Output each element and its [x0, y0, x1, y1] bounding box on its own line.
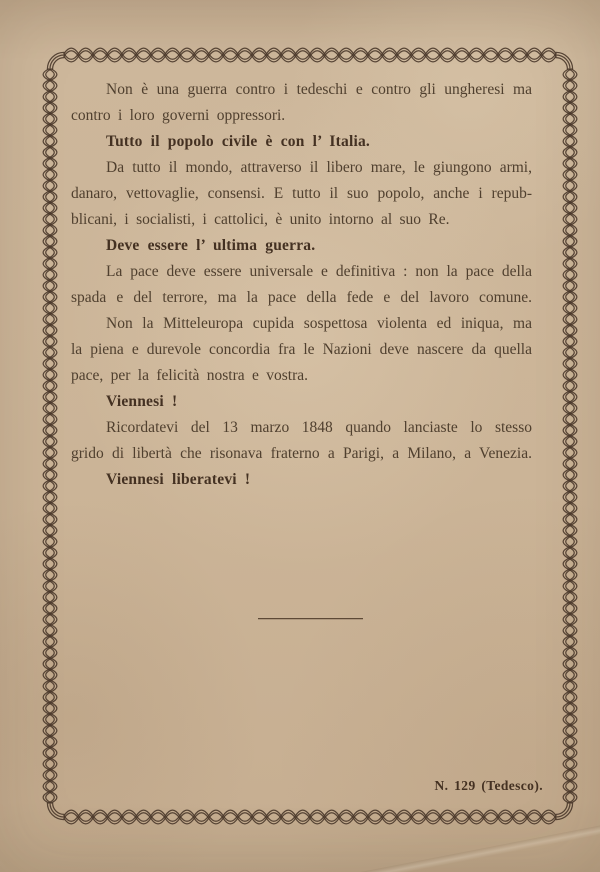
text-line: grido di libertà che risonava fraterno a Parigi, a Milano, a Venezia.	[71, 445, 532, 462]
heading-line: Tutto il popolo civile è con l’ Italia.	[106, 133, 371, 150]
text-line: Non è una guerra contro i tedeschi e contro gli ungheresi ma	[106, 81, 532, 98]
text-line: Non la Mitteleuropa cupida sospettosa violenta ed iniqua, ma	[106, 315, 532, 332]
text-line: Da tutto il mondo, attraverso il libero mare, le giungono armi,	[106, 159, 532, 176]
text-line: pace, per la felicità nostra e vostra.	[71, 367, 309, 384]
text-line: la piena e durevole concordia fra le Nazioni deve nascere da quella	[71, 341, 532, 358]
text-line: blicani, i socialisti, i cattolici, è unito intorno al suo Re.	[71, 211, 450, 228]
text-line: spada e del terrore, ma la pace della fede e del lavoro comune.	[71, 289, 532, 306]
leaflet-text-block	[71, 77, 532, 493]
heading-line: Viennesi liberatevi !	[106, 471, 251, 488]
text-line: Ricordatevi del 13 marzo 1848 quando lanciaste lo stesso	[106, 419, 532, 436]
text-line: danaro, vettovaglie, consensi. E tutto il suo popolo, anche i repub-	[71, 185, 532, 202]
section-divider-rule	[258, 618, 363, 619]
catalog-number: N. 129 (Tedesco).	[434, 778, 543, 793]
text-line: La pace deve essere universale e definitiva : non la pace della	[106, 263, 532, 280]
heading-line: Deve essere l’ ultima guerra.	[106, 237, 316, 254]
heading-line: Viennesi !	[106, 393, 178, 410]
text-line: contro i loro governi oppressori.	[71, 107, 286, 124]
